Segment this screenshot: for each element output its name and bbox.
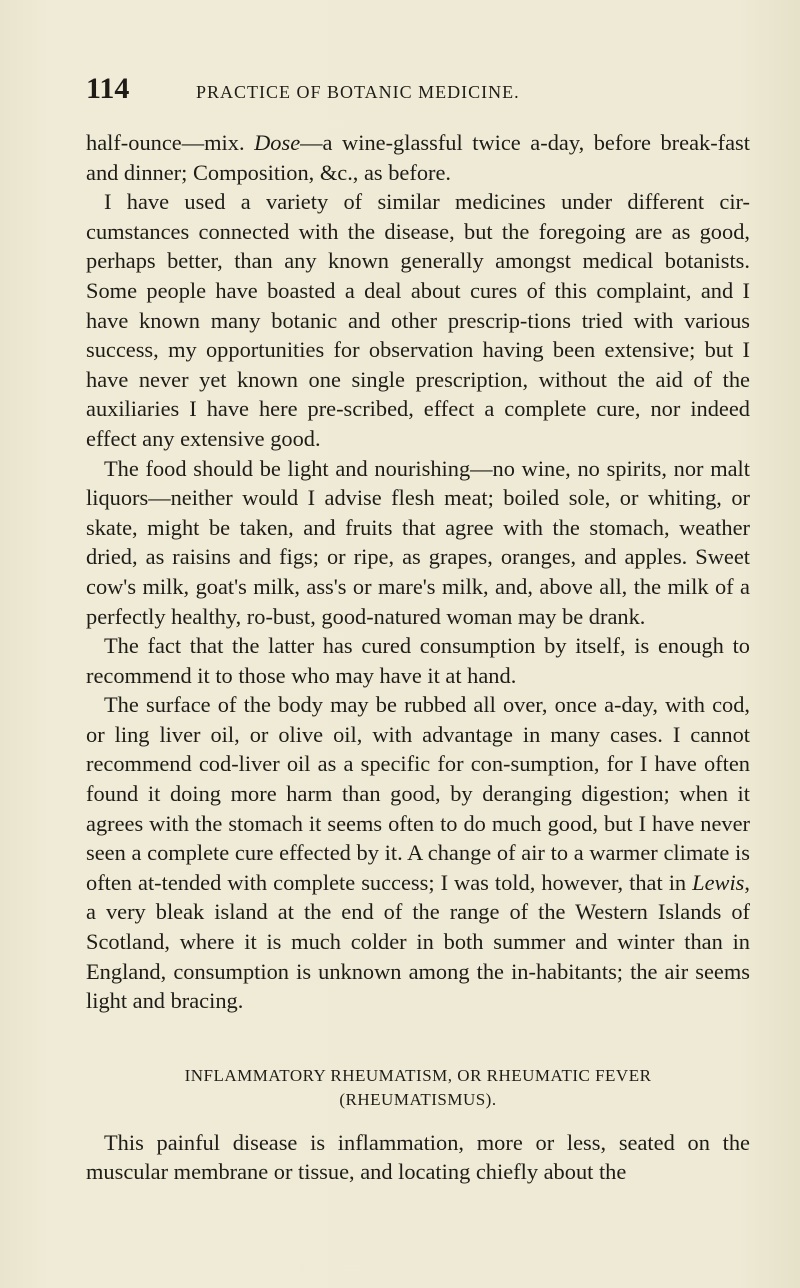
section-subheading: (RHEUMATISMUS). — [339, 1089, 497, 1109]
page-number: 114 — [86, 72, 130, 105]
paragraph-continuation: half-ounce—mix. Dose—a wine-glassful twice a-day, before break-fast and dinner; Composition, &c., as before. — [86, 130, 750, 185]
paragraph: The food should be light and nourishing—no wine, no spirits, nor malt liquors—neither would I advise flesh meat; boiled sole, or whiting, or skate, might be taken, and fruits that agree with the stomach, weather dried, as raisins and figs; or ripe, as grapes, oranges, and apples. Sweet cow's milk, goat's milk, ass's or mare's milk, and, above all, the milk of a perfectly healthy, ro-bust, good-natured woman may be drank. — [86, 455, 750, 629]
running-head — [86, 72, 750, 106]
paragraph: This painful disease is inflammation, more or less, seated on the muscular membrane or tissue, and locating chiefly about the — [86, 1129, 750, 1185]
paragraph: The fact that the latter has cured consumption by itself, is enough to recommend it to those who may have it at hand. — [86, 633, 750, 688]
italic-term: Dose — [254, 130, 301, 155]
paragraph: I have used a variety of similar medicines under different cir-cumstances connected with the disease, but the foregoing are as good, perhaps better, than any known generally amongst medical botanists. Some people have boasted a deal about cures of this complaint, and I have known many botanic and other prescrip-tions tried with various success, my opportunities for observation having been extensive; but I have never yet known one single prescription, without the aid of the auxiliaries I have here pre-scribed, effect a complete cure, nor indeed effect any extensive good. — [86, 189, 750, 451]
section-heading: INFLAMMATORY RHEUMATISM, OR RHEUMATIC FEVER — [184, 1065, 652, 1085]
body-text — [86, 128, 750, 1187]
running-title: PRACTICE OF BOTANIC MEDICINE. — [196, 82, 520, 102]
italic-place-name: Lewis — [692, 869, 745, 895]
paragraph: The surface of the body may be rubbed all over, once a-day, with cod, or ling liver oil, or olive oil, with advantage in many cases. I cannot recommend cod-liver oil as a specific for con-sumption, for I have often found it doing more harm than good, by deranging digestion; when it agrees with the stomach it seems often to do much good, but I have never seen a complete cure effected by it. A change of air to a warmer climate is often at-tended with complete success; I was told, however, that in Lewis, a very bleak island at the end of the range of the Western Islands of Scotland, where it is much colder in both summer and winter than in England, consumption is unknown among the in-habitants; the air seems light and bracing. — [86, 692, 750, 1014]
